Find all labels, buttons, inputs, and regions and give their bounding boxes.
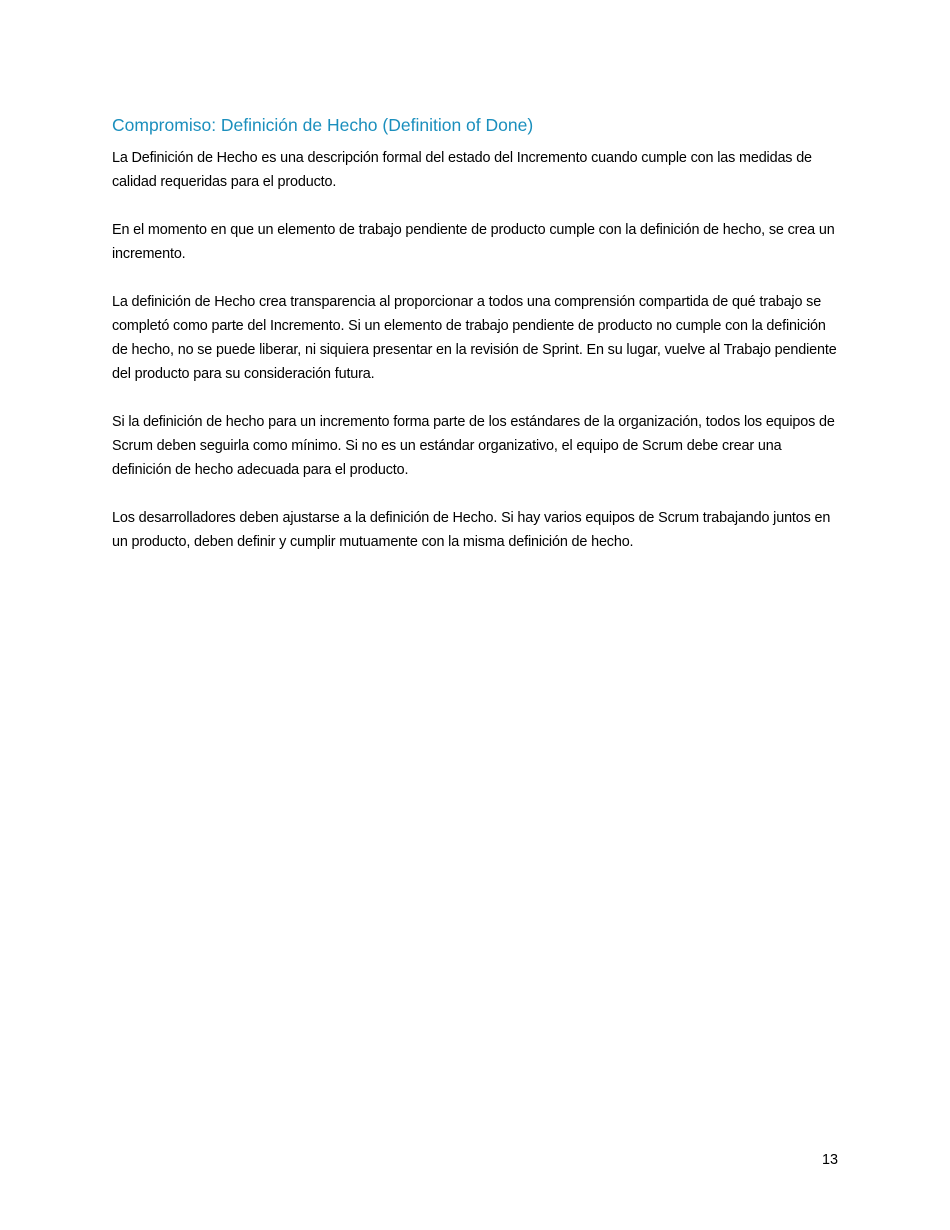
paragraph-4: Si la definición de hecho para un incremento forma parte de los estándares de la organización, todos los equipos de Scrum deben seguirla como mínimo. Si no es un estándar organizativo, el equipo de Scrum debe crear una definición de hecho adecuada para el producto.: [112, 414, 835, 478]
paragraph-1: La Definición de Hecho es una descripción formal del estado del Incremento cuando cumple con las medidas de calidad requeridas para el producto.: [112, 150, 812, 190]
page-number: 13: [821, 1152, 838, 1168]
section-heading: Compromiso: Definición de Hecho (Definition of Done): [112, 115, 534, 135]
paragraph-5: Los desarrolladores deben ajustarse a la definición de Hecho. Si hay varios equipos de Scrum trabajando juntos en un producto, deben definir y cumplir mutuamente con la misma definición de hecho.: [112, 510, 831, 550]
paragraph-2: En el momento en que un elemento de trabajo pendiente de producto cumple con la definición de hecho, se crea un incremento.: [112, 222, 835, 262]
page-content: [112, 113, 840, 578]
paragraph-3: La definición de Hecho crea transparencia al proporcionar a todos una comprensión compartida de qué trabajo se completó como parte del Incremento. Si un elemento de trabajo pendiente de producto no cumple con la definición de hecho, no se puede liberar, ni siquiera presentar en la revisión de Sprint. En su lugar, vuelve al Trabajo pendiente del producto para su consideración futura.: [112, 294, 837, 382]
